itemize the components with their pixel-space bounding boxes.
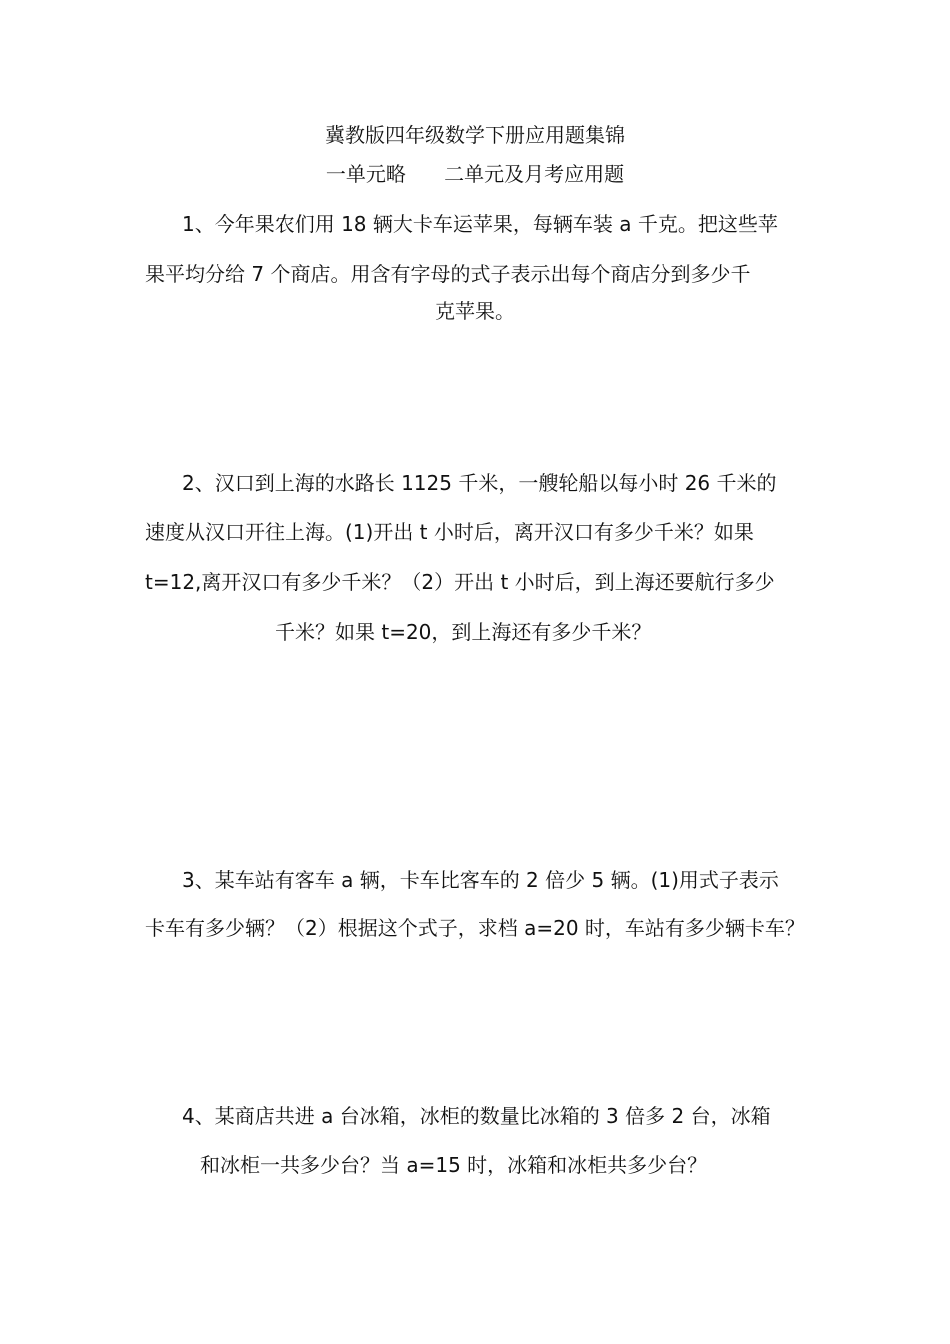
problem-line: 和冰柜一共多少台？当 a=15 时，冰箱和冰柜共多少台？ <box>200 1153 708 1177</box>
problem-line: 2、汉口到上海的水路长 1125 千米，一艘轮船以每小时 26 千米的 <box>182 471 777 495</box>
document-subtitle: 一单元略 二单元及月考应用题 <box>325 162 625 186</box>
problem-line: 卡车有多少辆？（2）根据这个式子，求档 a=20 时，车站有多少辆卡车？ <box>145 916 805 940</box>
problem-line: 速度从汉口开往上海。(1)开出 t 小时后，离开汉口有多少千米？如果 <box>145 520 754 544</box>
problem-line: 千米？如果 t=20，到上海还有多少千米？ <box>275 620 652 644</box>
document-title: 冀教版四年级数学下册应用题集锦 <box>325 123 625 147</box>
problem-line: 4、某商店共进 a 台冰箱，冰柜的数量比冰箱的 3 倍多 2 台，冰箱 <box>182 1104 771 1128</box>
problem-line: 3、某车站有客车 a 辆，卡车比客车的 2 倍少 5 辆。(1)用式子表示 <box>182 868 779 892</box>
problem-line: 果平均分给 7 个商店。用含有字母的式子表示出每个商店分到多少千 <box>145 262 751 286</box>
problem-line: t=12,离开汉口有多少千米？（2）开出 t 小时后，到上海还要航行多少 <box>145 570 775 594</box>
problem-line: 1、今年果农们用 18 辆大卡车运苹果，每辆车装 a 千克。把这些苹 <box>182 212 778 236</box>
problem-line: 克苹果。 <box>435 299 515 323</box>
